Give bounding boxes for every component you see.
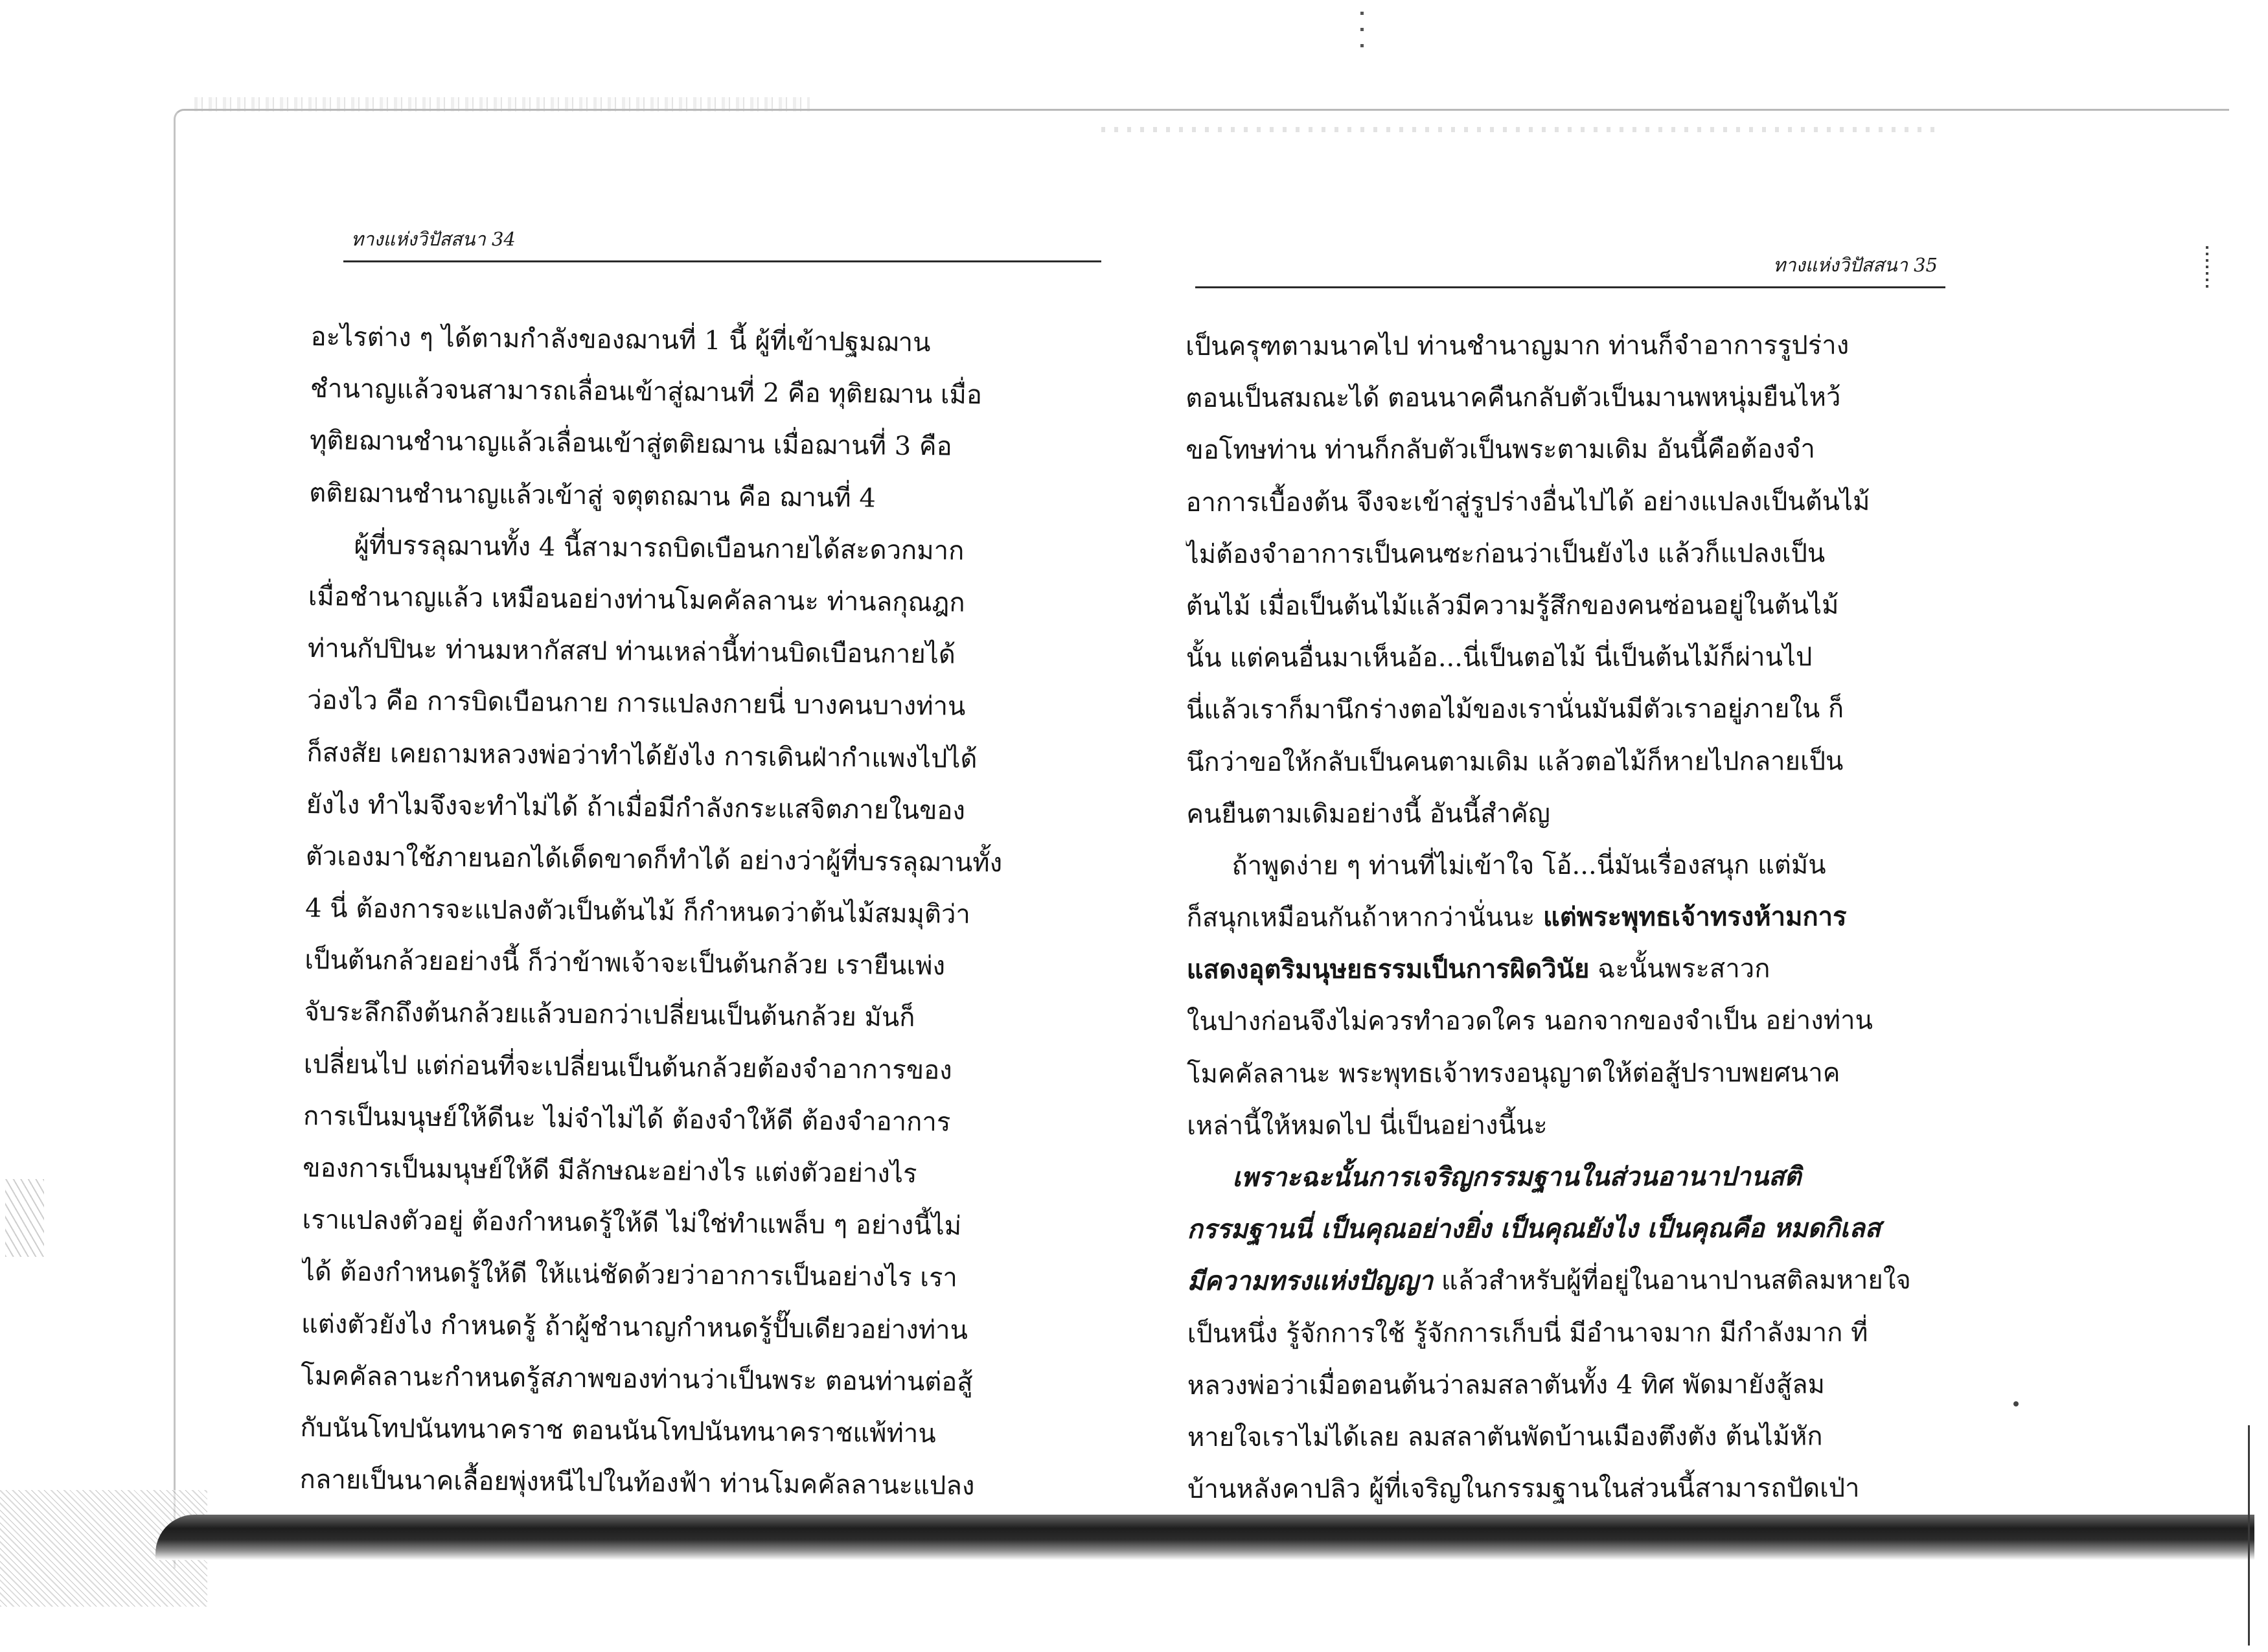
text-run: ฉะนั้นพระสาวก [1589,954,1770,985]
text-line: กลายเป็นนาคเลื้อยพุ่งหนีไปในท้องฟ้า ท่านโมคคัลลานะแปลง [299,1465,975,1502]
scan-speckle [2206,246,2208,292]
text-line: หลวงพ่อว่าเมื่อตอนต้นว่าลมสลาตันทั้ง 4 ทิศ พัดมายังสู้ลม [1187,1370,1826,1401]
text-line [1187,943,1942,996]
text-line: นึกว่าขอให้กลับเป็นคนตามเดิม แล้วตอไม้ก็หายไปกลายเป็น [1186,746,1844,777]
text-line: การเป็นมนุษย์ให้ดีนะ ไม่จำไม่ได้ ต้องจำให้ดี ต้องจำอาการ [303,1101,951,1138]
left-page-body [299,311,1105,1513]
text-run: ก็สนุกเหมือนกันถ้าหากว่านั่นนะ [1186,902,1544,934]
text-run: แล้วสำหรับผู้ที่อยู่ในอานาปานสติลมหายใจ [1433,1265,1911,1296]
text-line: ของการเป็นมนุษย์ให้ดี มีลักษณะอย่างไร แต่งตัวอย่างไร [303,1153,917,1189]
text-line: 4 นี่ ต้องการจะแปลงตัวเป็นต้นไม้ ก็กำหนดว่าต้นไม้สมมุติว่า [304,893,971,930]
text-line: เราแปลงตัวอยู่ ต้องกำหนดรู้ให้ดี ไม่ใช่ทำแพล็บ ๆ อย่างนี้ไม่ [302,1205,962,1241]
text-line: เป็นต้นกล้วยอย่างนี้ ก็ว่าข้าพเจ้าจะเป็นต้นกล้วย เรายืนเพ่ง [304,945,946,981]
text-line [1187,891,1942,944]
emphasis-line: เพราะฉะนั้นการเจริญกรรมฐานในส่วนอานาปานสติ [1232,1161,1802,1193]
text-line: ต้นไม้ เมื่อเป็นต้นไม้แล้วมีความรู้สึกของคนซ่อนอยู่ในต้นไม้ [1186,590,1839,621]
text-line: ชำนาญแล้วจนสามารถเลื่อนเข้าสู่ฌานที่ 2 คือ ทุติยฌาน เมื่อ [310,374,983,411]
scan-speckle [5,1179,44,1257]
emphasis-line: กรรมฐานนี่ เป็นคุณอย่างยิ่ง เป็นคุณยังไง เป็นคุณคือ หมดกิเลส [1187,1213,1881,1245]
text-line: โมคคัลลานะ พระพุทธเจ้าทรงอนุญาตให้ต่อสู้ปราบพยศนาค [1186,1057,1840,1089]
text-line: นั้น แต่คนอื่นมาเห็นอ้อ...นี่เป็นตอไม้ นี่เป็นต้นไม้ก็ผ่านไป [1186,642,1813,674]
emphasis-run: แต่พระพุทธเจ้าทรงห้ามการ [1542,901,1847,933]
text-line: เป็นครุฑตามนาคไป ท่านชำนาญมาก ท่านก็จำอาการรูปร่าง [1186,330,1850,361]
emphasis-run: มีความทรงแห่งปัญญา [1187,1265,1434,1297]
text-line: จับระลึกถึงต้นกล้วยแล้วบอกว่าเปลี่ยนเป็นต้นกล้วย มันก็ [304,997,915,1033]
text-line: ตติยฌานชำนาญแล้วเข้าสู่ จตุตถฌาน คือ ฌานที่ 4 [309,477,876,513]
scan-edge-line [2248,1425,2250,1646]
text-line: เมื่อชำนาญแล้ว เหมือนอย่างท่านโมคคัลลานะ ท่านลกุณฎก [308,581,965,618]
text-line: ตัวเองมาใช้ภายนอกได้เด็ดขาดก็ทำได้ อย่างว่าผู้ที่บรรลุฌานทั้ง [305,841,1003,878]
text-line: ทุติยฌานชำนาญแล้วเลื่อนเข้าสู่ตติยฌาน เมื่อฌานที่ 3 คือ [309,426,952,462]
text-line: คนยืนตามเดิมอย่างนี้ อันนี้สำคัญ [1186,798,1551,829]
text-line: ว่องไว คือ การบิดเบือนกาย การแปลงกายนี่ บางคนบางท่าน [307,685,966,722]
text-line: อาการเบื้องต้น จึงจะเข้าสู่รูปร่างอื่นไปได้ อย่างแปลงเป็นต้นไม้ [1186,486,1870,518]
text-line: ได้ ต้องกำหนดรู้ให้ดี ให้แน่ชัดด้วยว่าอาการเป็นอย่างไร เรา [301,1257,958,1294]
text-line: เหล่านี้ให้หมดไป นี่เป็นอย่างนี้นะ [1187,1110,1548,1141]
text-line: ท่านกัปปินะ ท่านมหากัสสป ท่านเหล่านี้ท่านบิดเบือนกายได้ [307,634,956,670]
right-page-header [1195,241,1945,288]
text-line: นี่แล้วเราก็มานึกร่างตอไม้ของเรานั่นมันมีตัวเราอยู่ภายใน ก็ [1186,694,1844,726]
right-running-title: ทางแห่งวิปัสสนา 35 [1773,254,1938,276]
text-line: ไม่ต้องจำอาการเป็นคนซะก่อนว่าเป็นยังไง แล้วก็แปลงเป็น [1186,538,1826,569]
text-line: เป็นหนึ่ง รู้จักการใช้ รู้จักการเก็บนี่ มีอำนาจมาก มีกำลังมาก ที่ [1187,1317,1868,1349]
text-line: ถ้าพูดง่าย ๆ ท่านที่ไม่เข้าใจ โอ้...นี่มันเรื่องสนุก แต่มัน [1231,850,1826,881]
left-page-header [343,215,1101,262]
text-line: ขอโทษท่าน ท่านก็กลับตัวเป็นพระตามเดิม อันนี้คือต้องจำ [1186,434,1816,466]
page-bottom-shadow [155,1515,2254,1560]
left-running-title: ทางแห่งวิปัสสนา 34 [351,228,516,250]
text-line: อะไรต่าง ๆ ได้ตามกำลังของฌานที่ 1 นี้ ผู้ที่เข้าปฐมฌาน [310,321,931,358]
text-line: โมคคัลลานะกำหนดรู้สภาพของท่านว่าเป็นพระ ตอนท่านต่อสู้ [301,1360,973,1397]
text-line: กับนันโทปนันทนาคราช ตอนนันโทปนันทนาคราชแพ้ท่าน [300,1412,936,1449]
right-page-body [1186,319,1942,1515]
text-line [1187,1254,1942,1307]
emphasis-run: แสดงอุตริมนุษยธรรมเป็นการผิดวินัย [1186,954,1590,985]
text-line: ผู้ที่บรรลุฌานทั้ง 4 นี้สามารถบิดเบือนกายได้สะดวกมาก [354,530,965,566]
scan-speckle [2013,1401,2019,1406]
scan-speckle [1360,12,1364,51]
text-line: หายใจเราไม่ได้เลย ลมสลาตันพัดบ้านเมืองตึงตัง ต้นไม้หัก [1187,1421,1823,1452]
text-line: บ้านหลังคาปลิว ผู้ที่เจริญในกรรมฐานในส่วนนี้สามารถปัดเป่า [1187,1473,1860,1505]
text-line: ก็สงสัย เคยถามหลวงพ่อว่าทำได้ยังไง การเดินฝ่ากำแพงไปได้ [306,737,978,774]
text-line: เปลี่ยนไป แต่ก่อนที่จะเปลี่ยนเป็นต้นกล้วยต้องจำอาการของ [303,1049,952,1086]
text-line: ยังไง ทำไมจึงจะทำไม่ได้ ถ้าเมื่อมีกำลังกระแสจิตภายในของ [306,789,966,826]
text-line: แต่งตัวยังไง กำหนดรู้ ถ้าผู้ชำนาญกำหนดรู้ปั๊บเดียวอย่างท่าน [301,1309,968,1346]
text-line: ตอนเป็นสมณะได้ ตอนนาคคืนกลับตัวเป็นมานพหนุ่มยืนไหว้ [1186,382,1841,414]
text-line: ในปางก่อนจึงไม่ควรทำอวดใคร นอกจากของจำเป็น อย่างท่าน [1186,1005,1873,1037]
